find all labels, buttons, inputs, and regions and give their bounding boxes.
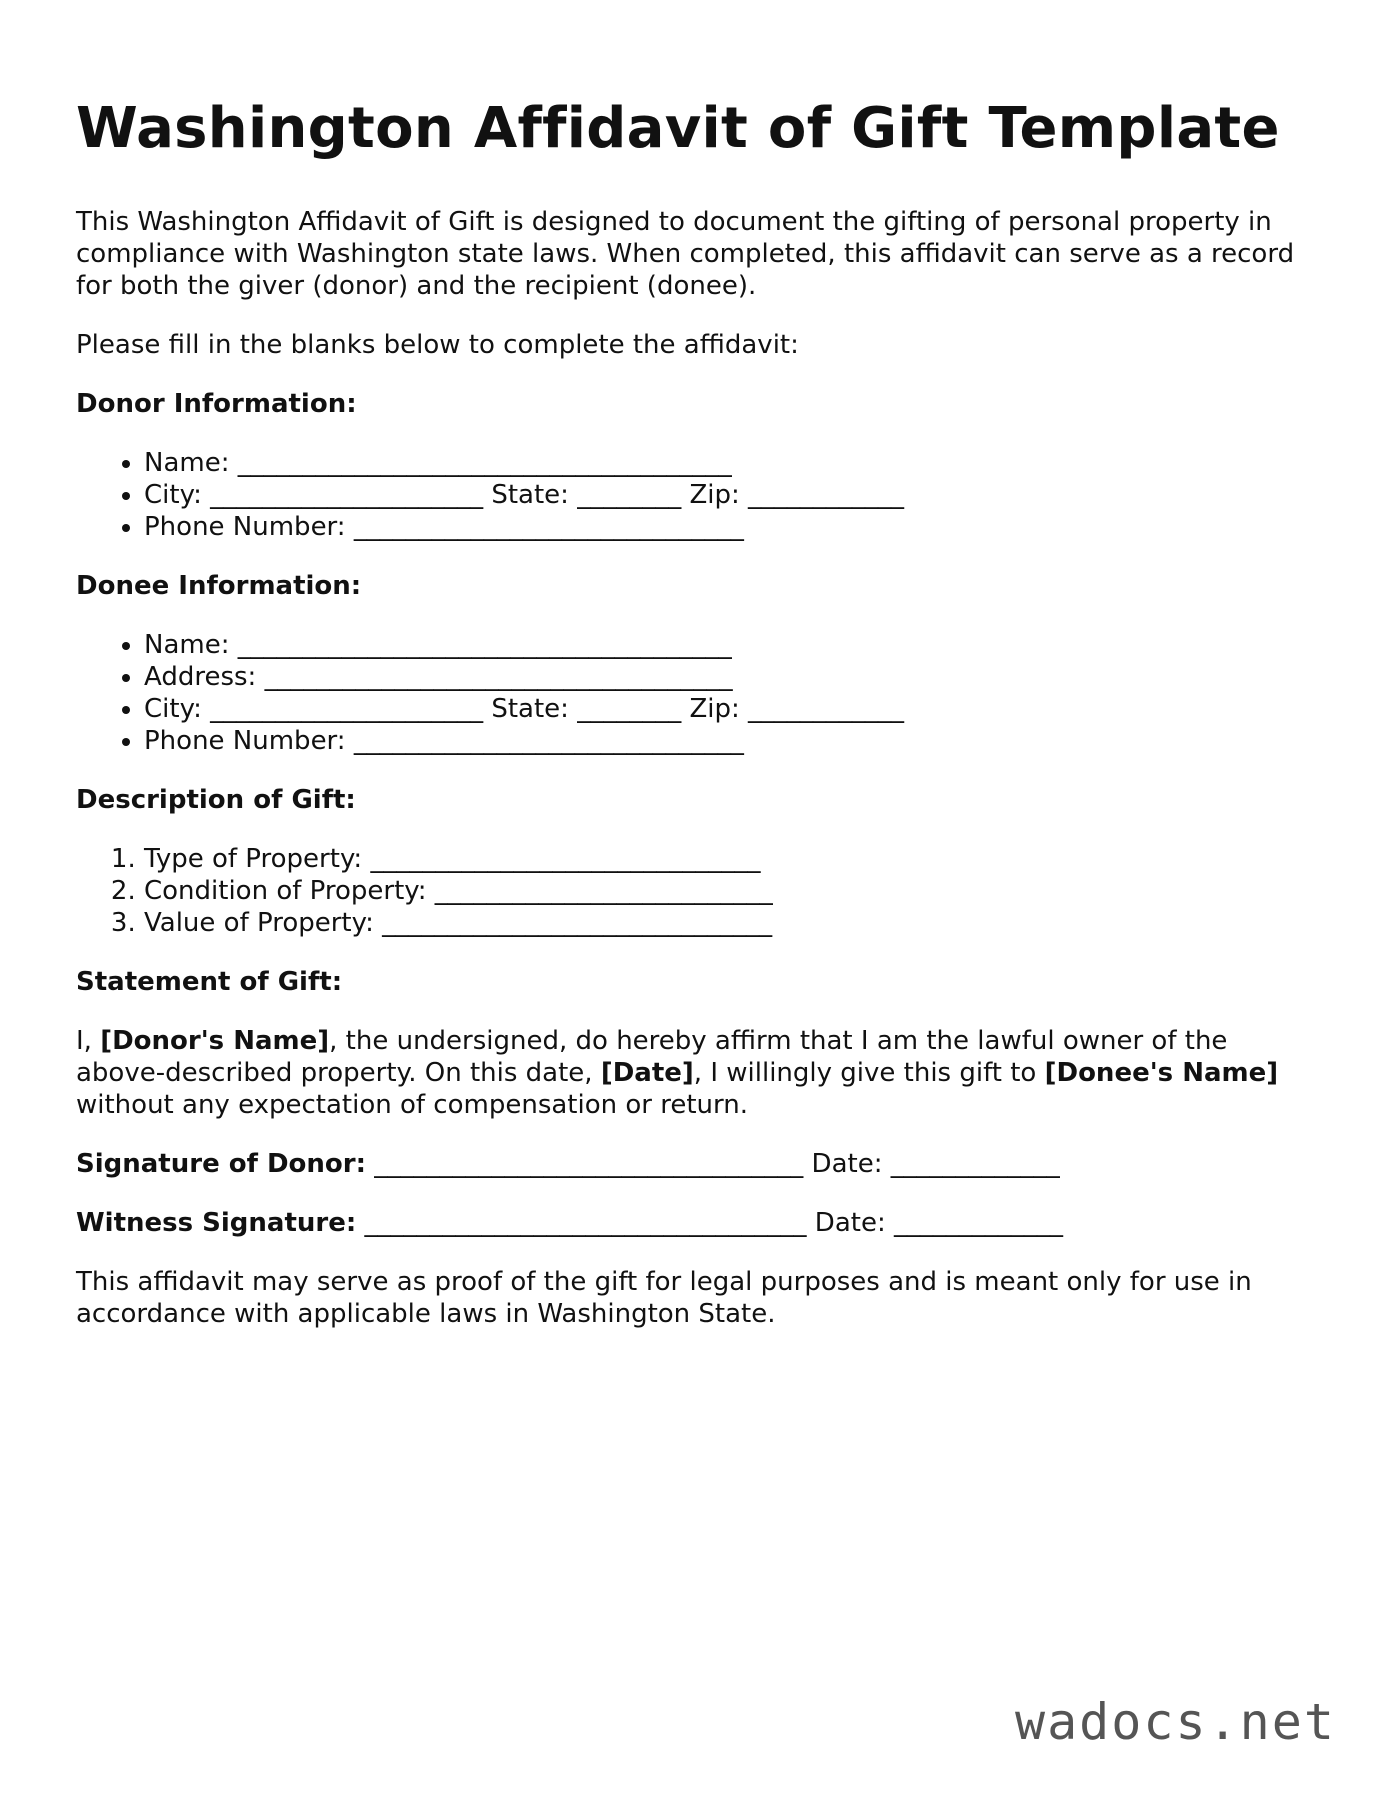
- date-placeholder: [Date]: [600, 1058, 694, 1088]
- donee-phone-field[interactable]: • Phone Number: ______________________________: [144, 725, 1316, 757]
- document-page: [76, 92, 1316, 1330]
- instructions-paragraph: Please fill in the blanks below to complete the affidavit:: [76, 330, 799, 360]
- witness-signature-line[interactable]: [76, 1207, 1316, 1239]
- intro-paragraph: This Washington Affidavit of Gift is designed to document the gifting of personal property in compliance with Washington state laws. When completed, this affidavit can serve as a record for both the giver (donor) and the recipient (donee).: [76, 207, 1295, 301]
- donee-name-field[interactable]: • Name: ______________________________________: [144, 629, 1316, 661]
- gift-fields-list: [76, 843, 1316, 939]
- statement-text-part2: , the undersigned, do hereby affirm that I am the lawful owner of the above-described property. On this date,: [76, 1026, 1228, 1088]
- donor-name-field[interactable]: • Name: ______________________________________: [144, 447, 1316, 479]
- statement-paragraph: [76, 1025, 1316, 1121]
- donor-section-heading: Donor Information:: [76, 389, 357, 419]
- page-title: Washington Affidavit of Gift Template: [76, 96, 1280, 161]
- gift-section-heading: Description of Gift:: [76, 785, 356, 815]
- donor-fields-list: [76, 447, 1316, 543]
- gift-type-field[interactable]: 1. Type of Property: ______________________________: [144, 843, 1316, 875]
- watermark: wadocs.net: [1014, 1693, 1336, 1751]
- closing-paragraph: This affidavit may serve as proof of the gift for legal purposes and is meant only for use in accordance with applicable laws in Washington State.: [76, 1267, 1252, 1329]
- statement-section-heading: Statement of Gift:: [76, 967, 343, 997]
- donee-fields-list: [76, 629, 1316, 757]
- gift-condition-field[interactable]: 2. Condition of Property: __________________________: [144, 875, 1316, 907]
- statement-text-part3: , I willingly give this gift to: [693, 1058, 1045, 1088]
- donee-city-state-zip-field[interactable]: • City: _____________________ State: ________ Zip: ____________: [144, 693, 1316, 725]
- statement-text-part4: without any expectation of compensation or return.: [76, 1090, 748, 1120]
- donee-section-heading: Donee Information:: [76, 571, 362, 601]
- donee-address-field[interactable]: • Address: ____________________________________: [144, 661, 1316, 693]
- statement-text-part1: I,: [76, 1026, 101, 1056]
- donee-name-placeholder: [Donee's Name]: [1044, 1058, 1279, 1088]
- donor-signature-blank[interactable]: _________________________________ Date: _____________: [366, 1149, 1060, 1179]
- donor-phone-field[interactable]: • Phone Number: ______________________________: [144, 511, 1316, 543]
- donor-signature-line[interactable]: [76, 1148, 1316, 1180]
- witness-signature-blank[interactable]: __________________________________ Date: _____________: [356, 1208, 1063, 1238]
- gift-value-field[interactable]: 3. Value of Property: ______________________________: [144, 907, 1316, 939]
- donor-signature-label: Signature of Donor:: [76, 1149, 367, 1179]
- donor-name-placeholder: [Donor's Name]: [100, 1026, 330, 1056]
- witness-signature-label: Witness Signature:: [76, 1208, 357, 1238]
- donor-city-state-zip-field[interactable]: • City: _____________________ State: ________ Zip: ____________: [144, 479, 1316, 511]
